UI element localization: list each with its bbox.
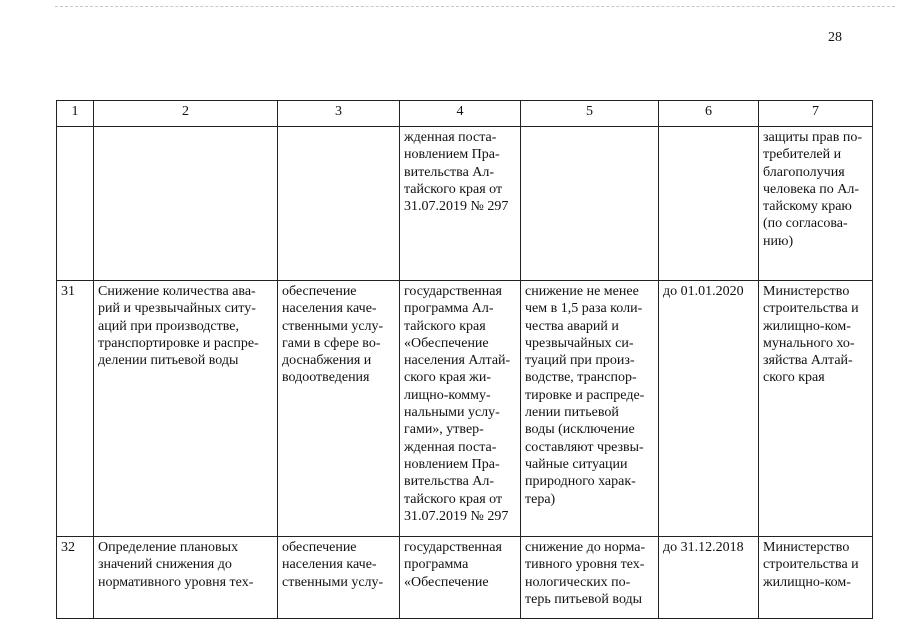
measure-cell: Снижение количества ава- рий и чрезвычайных ситу- аций при производстве, транспортировке и распре- делении питьевой воды xyxy=(94,281,278,537)
row-number-cell: 32 xyxy=(57,537,94,619)
goal-cell: обеспечение населения каче- ственными услу- xyxy=(278,537,400,619)
responsible-cell: Министерство строительства и жилищно-ком- мунального хо- зяйства Алтай- ского края xyxy=(759,281,873,537)
result-cell xyxy=(521,127,659,281)
program-cell: жденная поста- новлением Пра- вительства Ал- тайского края от 31.07.2019 № 297 xyxy=(400,127,521,281)
responsible-cell: защиты прав по- требителей и благополучия человека по Ал- тайскому краю (по согласова- нию) xyxy=(759,127,873,281)
column-header: 5 xyxy=(521,101,659,127)
measure-cell: Определение плановых значений снижения до нормативного уровня тех- xyxy=(94,537,278,619)
responsible-cell: Министерство строительства и жилищно-ком- xyxy=(759,537,873,619)
column-header: 4 xyxy=(400,101,521,127)
table-row xyxy=(57,537,873,619)
page-top-border xyxy=(55,6,895,7)
table-header-row xyxy=(57,101,873,127)
table-row xyxy=(57,281,873,537)
page-number: 28 xyxy=(828,30,842,45)
row-number-cell xyxy=(57,127,94,281)
column-header: 7 xyxy=(759,101,873,127)
column-header: 6 xyxy=(659,101,759,127)
column-header: 2 xyxy=(94,101,278,127)
measure-cell xyxy=(94,127,278,281)
program-cell: государственная программа «Обеспечение xyxy=(400,537,521,619)
column-header: 1 xyxy=(57,101,94,127)
deadline-cell xyxy=(659,127,759,281)
deadline-cell: до 01.01.2020 xyxy=(659,281,759,537)
row-number-cell: 31 xyxy=(57,281,94,537)
goal-cell xyxy=(278,127,400,281)
result-cell: снижение до норма- тивного уровня тех- нологических по- терь питьевой воды xyxy=(521,537,659,619)
result-cell: снижение не менее чем в 1,5 раза коли- чества аварий и чрезвычайных си- туаций при произ- водстве, транспор- тировке и распреде- лении питьевой воды (исключение составляют чрезвы- чайные ситуации природного харак- тера) xyxy=(521,281,659,537)
deadline-cell: до 31.12.2018 xyxy=(659,537,759,619)
column-header: 3 xyxy=(278,101,400,127)
table-row xyxy=(57,127,873,281)
program-cell: государственная программа Ал- тайского края «Обеспечение населения Алтай- ского края жи- лищно-комму- нальными услу- гами», утвер- жденная поста- новлением Пра- вительства Ал- тайского края от 31.07.2019 № 297 xyxy=(400,281,521,537)
goal-cell: обеспечение населения каче- ственными услу- гами в сфере во- доснабжения и водоотведения xyxy=(278,281,400,537)
measures-table xyxy=(56,100,873,619)
